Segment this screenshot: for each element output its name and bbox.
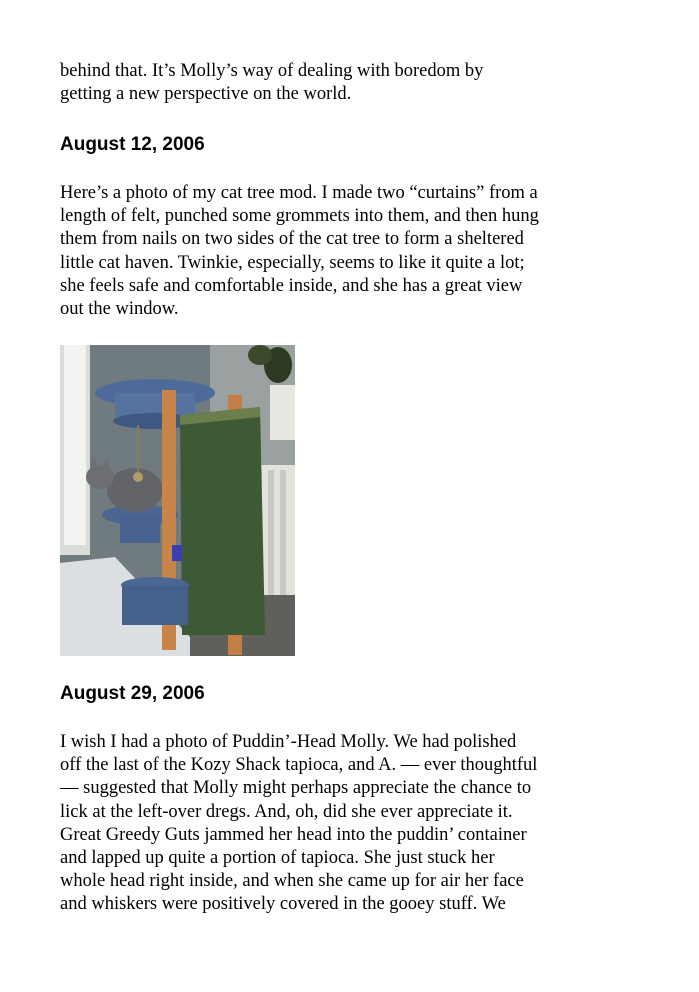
text-line: I wish I had a photo of Puddin’-Head Molly. We had polished bbox=[60, 732, 517, 752]
text-line: she feels safe and comfortable inside, and she has a great view bbox=[60, 275, 523, 296]
entry-date-heading: August 29, 2006 bbox=[60, 683, 205, 704]
text-line: out the window. bbox=[60, 299, 179, 320]
entry-paragraph bbox=[60, 731, 537, 917]
entry-date-heading: August 12, 2006 bbox=[60, 134, 205, 155]
text-line: behind that. It’s Molly’s way of dealing with boredom by bbox=[60, 61, 484, 81]
text-line: and whiskers were positively covered in the gooey stuff. We bbox=[60, 894, 506, 915]
intro-paragraph bbox=[60, 60, 483, 106]
text-line: off the last of the Kozy Shack tapioca, and A. — ever thoughtful bbox=[60, 755, 538, 776]
text-line: Here’s a photo of my cat tree mod. I made two “curtains” from a bbox=[60, 183, 538, 203]
entry-paragraph bbox=[60, 182, 539, 321]
text-line: Great Greedy Guts jammed her head into the puddin’ container bbox=[60, 824, 527, 845]
text-line: getting a new perspective on the world. bbox=[60, 84, 352, 105]
text-line: and lapped up quite a portion of tapioca. She just stuck her bbox=[60, 848, 495, 869]
text-line: them from nails on two sides of the cat tree to form a sheltered bbox=[60, 229, 524, 250]
text-line: whole head right inside, and when she came up for air her face bbox=[60, 871, 524, 892]
cat-tree-photo bbox=[60, 345, 295, 656]
text-line: length of felt, punched some grommets into them, and then hung bbox=[60, 206, 539, 227]
text-line: little cat haven. Twinkie, especially, seems to like it quite a lot; bbox=[60, 252, 525, 273]
text-line: — suggested that Molly might perhaps appreciate the chance to bbox=[60, 778, 532, 799]
text-line: lick at the left-over dregs. And, oh, did she ever appreciate it. bbox=[60, 801, 513, 822]
